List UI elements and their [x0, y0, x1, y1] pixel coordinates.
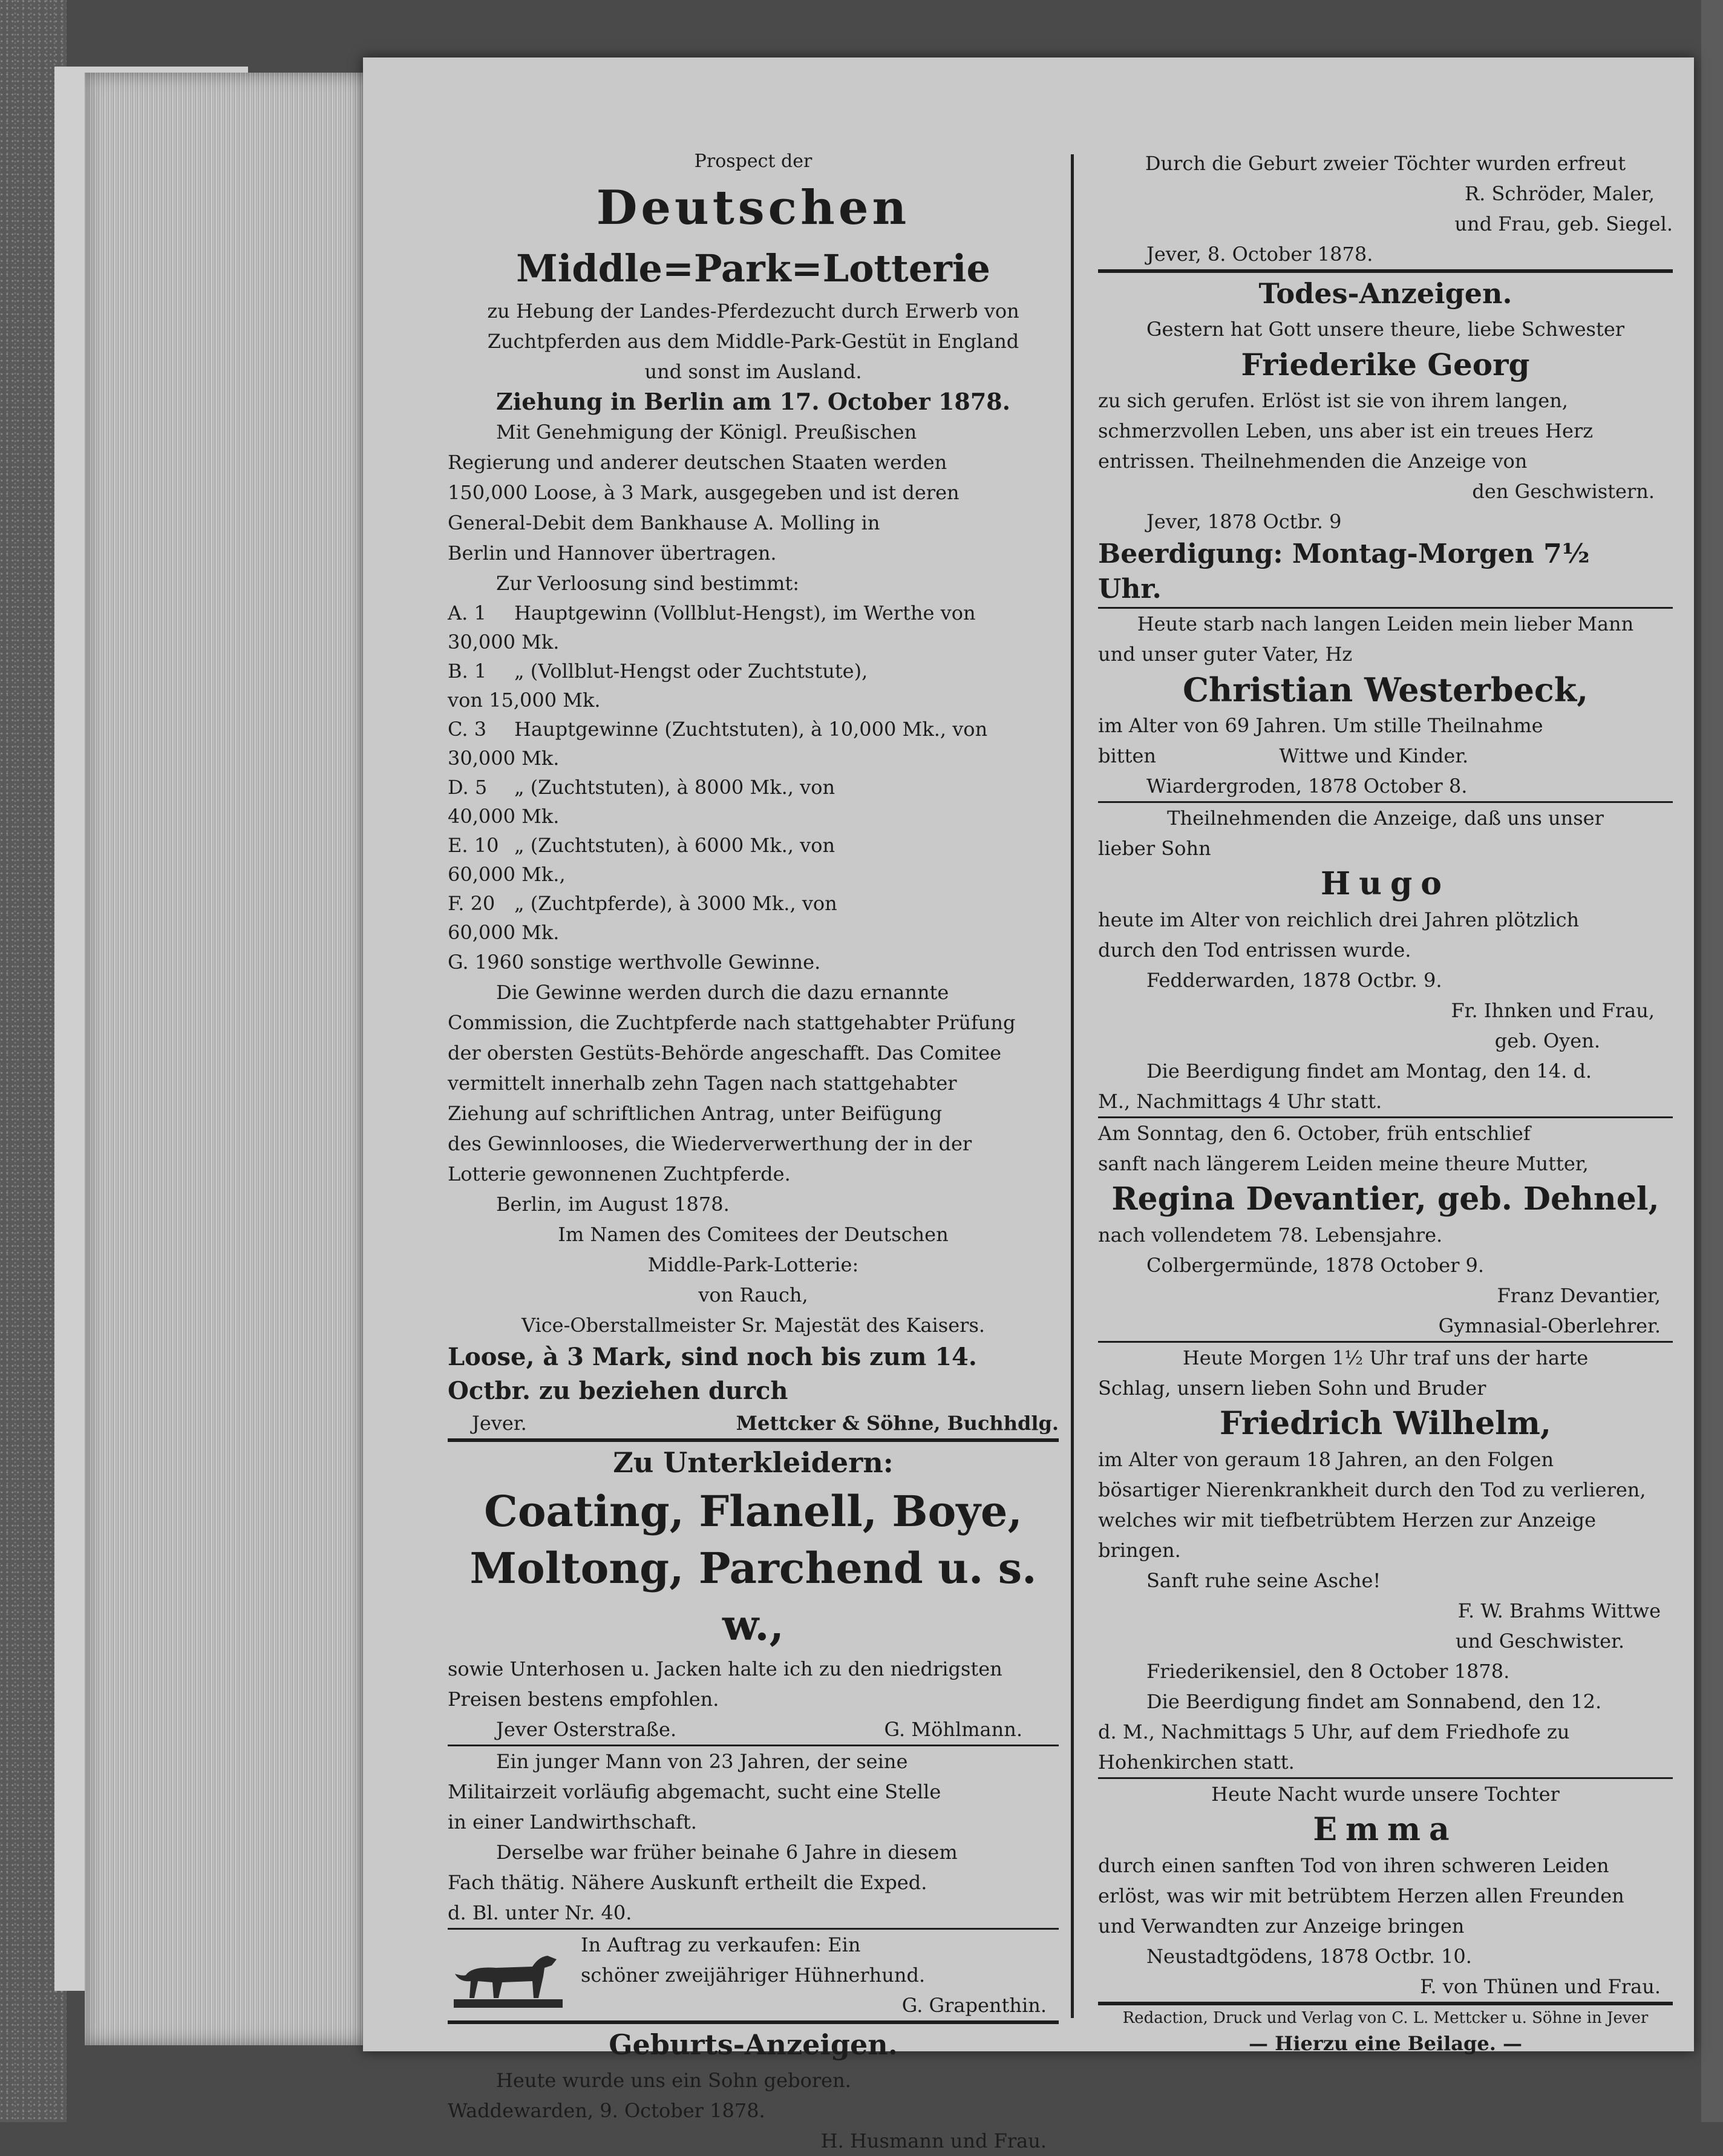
- prize-b-value: von 15,000 Mk.: [448, 689, 601, 712]
- prize-c: C. 3 Hauptgewinne (Zuchtstuten), à 10,000 Mk., von: [448, 718, 988, 741]
- body-7: Lotterie gewonnenen Zuchtpferde.: [448, 1162, 791, 1185]
- subtitle-1: zu Hebung der Landes-Pferdezucht durch Erwerb von: [487, 300, 1019, 323]
- ad2-5: Fach thätig. Nähere Auskunft ertheilt die Exped.: [448, 1871, 927, 1894]
- d4-place: Colbergermünde, 1878 October 9.: [1146, 1254, 1485, 1277]
- d4-name: Regina Devantier, geb. Dehnel,: [1111, 1181, 1659, 1217]
- ad1-place: Jever Osterstraße.: [496, 1718, 677, 1741]
- d3-body-1: heute im Alter von reichlich drei Jahren plötzlich: [1098, 908, 1580, 931]
- prize-a-value: 30,000 Mk.: [448, 631, 560, 654]
- d3-name: Hugo: [1321, 865, 1450, 902]
- d5-place: Friederikensiel, den 8 October 1878.: [1146, 1660, 1510, 1683]
- prize-e: E. 10 „ (Zuchtstuten), à 6000 Mk., von: [448, 834, 835, 857]
- d1-body-3: entrissen. Theilnehmenden die Anzeige von: [1098, 450, 1528, 473]
- supplement-note: — Hierzu eine Beilage. —: [1248, 2032, 1523, 2055]
- birth-name: H. Husmann und Frau.: [820, 2129, 1047, 2152]
- d3-body-2: durch den Tod entrissen wurde.: [1098, 939, 1411, 962]
- body-6: des Gewinnlooses, die Wiederverwerthung der in der: [448, 1132, 972, 1155]
- imprint: Redaction, Druck und Verlag von C. L. Mettcker u. Söhne in Jever: [1122, 2009, 1649, 2027]
- d3-intro-2: lieber Sohn: [1098, 837, 1211, 860]
- ad2-6: d. Bl. unter Nr. 40.: [448, 1901, 632, 1924]
- body-4: vermittelt innerhalb zehn Tagen nach stattgehabter: [448, 1072, 957, 1095]
- d2-name: Christian Westerbeck,: [1182, 670, 1589, 709]
- d6-body-2: erlöst, was wir mit betrübtem Herzen allen Freunden: [1098, 1884, 1624, 1907]
- prize-e-value: 60,000 Mk.,: [448, 863, 566, 886]
- top-1: Durch die Geburt zweier Töchter wurden erfreut: [1145, 152, 1626, 175]
- right-margin-strip: [1701, 0, 1723, 2122]
- d6-intro: Heute Nacht wurde unsere Tochter: [1211, 1783, 1560, 1806]
- ad2-3: in einer Landwirthschaft.: [448, 1810, 697, 1833]
- intro-4: General-Debit dem Bankhause A. Molling in: [448, 511, 880, 534]
- committee-2: Middle-Park-Lotterie:: [647, 1253, 859, 1276]
- prize-b: B. 1 „ (Vollblut-Hengst oder Zuchtstute),: [448, 660, 868, 683]
- lottery-title-2: Middle=Park=Lotterie: [516, 246, 990, 290]
- d2-body-1: im Alter von 69 Jahren. Um stille Theilnahme: [1098, 714, 1543, 737]
- birth-1: Heute wurde uns ein Sohn geboren.: [496, 2069, 851, 2092]
- left-column: [448, 148, 1059, 2156]
- prize-f-value: 60,000 Mk.: [448, 921, 560, 944]
- d5-body-1: im Alter von gerаum 18 Jahren, an den Folgen: [1098, 1448, 1554, 1471]
- body-5: Ziehung auf schriftlichen Antrag, unter Beifügung: [448, 1102, 943, 1125]
- loose-1: Loose, à 3 Mark, sind noch bis zum 14.: [448, 1343, 977, 1371]
- subtitle-2: Zuchtpferden aus dem Middle-Park-Gestüt in England: [487, 330, 1019, 353]
- intro-1: Mit Genehmigung der Königl. Preußischen: [496, 421, 917, 444]
- d6-name: Emma: [1313, 1811, 1458, 1848]
- draw-date: Ziehung in Berlin am 17. October 1878.: [496, 388, 1010, 415]
- birth-2: Waddewarden, 9. October 1878.: [448, 2099, 765, 2122]
- d5-burial-3: Hohenkirchen statt.: [1098, 1751, 1295, 1774]
- prize-f: F. 20 „ (Zuchtpferde), à 3000 Mk., von: [448, 892, 837, 915]
- place-date: Berlin, im August 1878.: [496, 1193, 730, 1216]
- d2-intro-2: und unser guter Vater, Hz: [1098, 643, 1353, 666]
- d1-burial-2: Uhr.: [1098, 574, 1162, 605]
- top-3: und Frau, geb. Siegel.: [1454, 212, 1673, 235]
- d1-body-1: zu sich gerufen. Erlöst ist sie von ihrem langen,: [1098, 389, 1568, 412]
- d4-intro-1: Am Sonntag, den 6. October, früh entschlief: [1098, 1122, 1531, 1145]
- seller-line: [448, 1408, 1059, 1438]
- d5-burial-2: d. M., Nachmittags 5 Uhr, auf dem Friedhofe zu: [1098, 1720, 1570, 1743]
- top-4: Jever, 8. October 1878.: [1146, 243, 1373, 266]
- body-2: Commission, die Zuchtpferde nach stattgehabter Prüfung: [448, 1011, 1016, 1034]
- prize-d: D. 5 „ (Zuchtstuten), à 8000 Mk., von: [448, 776, 835, 799]
- prize-d-value: 40,000 Mk.: [448, 805, 560, 828]
- d1-burial-1: Beerdigung: Montag-Morgen 7½: [1098, 539, 1590, 569]
- d1-place: Jever, 1878 Octbr. 9: [1146, 510, 1342, 533]
- committee-3: von Rauch,: [698, 1283, 808, 1306]
- ad3-name: G. Grapenthin.: [901, 1994, 1047, 2017]
- d1-body-2: schmerzvollen Leben, uns aber ist ein treues Herz: [1098, 419, 1594, 442]
- intro-5: Berlin und Hannover übertragen.: [448, 542, 777, 565]
- death-heading: Todes-Anzeigen.: [1258, 277, 1512, 310]
- d4-sign-1: Franz Devantier,: [1497, 1284, 1661, 1307]
- d5-body-2: bösartiger Nierenkrankheit durch den Tod zu verlieren,: [1098, 1478, 1646, 1501]
- d2-intro-1: Heute starb nach langen Leiden mein lieber Mann: [1137, 612, 1634, 635]
- ad1-heading: Zu Unterkleidern:: [613, 1446, 894, 1479]
- ad1-sign: [448, 1714, 1059, 1745]
- d1-body-4: den Geschwistern.: [1472, 480, 1655, 503]
- d1-intro: Gestern hat Gott unsere theure, liebe Schwester: [1146, 318, 1625, 341]
- d2-body-2: bitten Wittwe und Kinder.: [1098, 744, 1469, 767]
- prospect-label: Prospect der: [694, 151, 812, 172]
- d6-sign: F. von Thünen und Frau.: [1420, 1975, 1661, 1998]
- committee-4: Vice-Oberstallmeister Sr. Majestät des Kaisers.: [521, 1314, 986, 1337]
- d5-burial-1: Die Beerdigung findet am Sonnabend, den 12.: [1146, 1690, 1602, 1713]
- d3-burial-2: M., Nachmittags 4 Uhr statt.: [1098, 1090, 1382, 1113]
- birth-heading: Geburts-Anzeigen.: [609, 2028, 898, 2061]
- body-3: der obersten Gestüts-Behörde angeschafft. Das Comitee: [448, 1041, 1002, 1064]
- lottery-title-1: Deutschen: [596, 180, 911, 235]
- ad1-body-1: sowie Unterhosen u. Jacken halte ich zu den niedrigsten: [448, 1657, 1002, 1680]
- d4-body: nach vollendetem 78. Lebensjahre.: [1098, 1224, 1443, 1247]
- body-1: Die Gewinne werden durch die dazu ernannte: [496, 981, 949, 1004]
- prize-g: G. 1960 sonstige werthvolle Gewinne.: [448, 951, 821, 974]
- seller-place: Jever.: [472, 1412, 527, 1435]
- d5-body-5: Sanft ruhe seine Asche!: [1146, 1569, 1381, 1592]
- subtitle-3: und sonst im Ausland.: [644, 360, 862, 383]
- ad3-1: In Auftrag zu verkaufen: Ein: [581, 1933, 861, 1956]
- committee-1: Im Namen des Comitees der Deutschen: [558, 1223, 949, 1246]
- d2-place: Wiardergroden, 1878 October 8.: [1146, 775, 1468, 798]
- column-divider: [1071, 154, 1074, 2018]
- newspaper-page: [363, 57, 1694, 2152]
- ad2-2: Militairzeit vorläufig abgemacht, sucht eine Stelle: [448, 1780, 941, 1803]
- intro-2: Regierung und anderer deutschen Staaten werden: [448, 451, 947, 474]
- d3-sign-2: geb. Oyen.: [1494, 1029, 1600, 1052]
- d3-intro-1: Theilnehmenden die Anzeige, daß uns unser: [1167, 807, 1604, 830]
- d5-body-4: bringen.: [1098, 1539, 1181, 1562]
- ad1-name: G. Möhlmann.: [884, 1718, 1022, 1741]
- d5-intro-2: Schlag, unsern lieben Sohn und Bruder: [1098, 1377, 1486, 1400]
- d1-name: Friederike Georg: [1241, 347, 1530, 382]
- prize-list: [448, 598, 1059, 947]
- d5-sign-1: F. W. Brahms Wittwe: [1457, 1599, 1661, 1622]
- ad1-line-2: Moltong, Parchend u. s. w.,: [469, 1543, 1037, 1650]
- right-column: [1098, 148, 1673, 2056]
- intro-3: 150,000 Loose, à 3 Mark, ausgegeben und ist deren: [448, 481, 960, 504]
- d3-sign-1: Fr. Ihnken und Frau,: [1451, 999, 1655, 1022]
- ad2-4: Derselbe war früher beinahe 6 Jahre in diesem: [496, 1841, 958, 1864]
- ad2-1: Ein junger Mann von 23 Jahren, der seine: [496, 1750, 908, 1773]
- prize-a: A. 1 Hauptgewinn (Vollblut-Hengst), im Werthe von: [448, 601, 976, 624]
- ad1-body-2: Preisen bestens empfohlen.: [448, 1688, 719, 1711]
- ad3-text: [581, 1930, 1059, 2020]
- d5-intro-1: Heute Morgen 1½ Uhr traf uns der harte: [1182, 1346, 1589, 1369]
- seller-name: Mettcker & Söhne, Buchhdlg.: [736, 1412, 1059, 1435]
- prize-c-value: 30,000 Mk.: [448, 747, 560, 770]
- ad3-block: [448, 1930, 1059, 2020]
- d3-burial-1: Die Beerdigung findet am Montag, den 14. d.: [1146, 1060, 1592, 1083]
- d3-place: Fedderwarden, 1878 Octbr. 9.: [1146, 969, 1442, 992]
- d5-sign-2: und Geschwister.: [1455, 1630, 1624, 1653]
- d4-sign-2: Gymnasial-Oberlehrer.: [1438, 1314, 1661, 1337]
- d5-name: Friedrich Wilhelm,: [1219, 1405, 1552, 1442]
- d5-body-3: welches wir mit tiefbetrübtem Herzen zur Anzeige: [1098, 1509, 1597, 1532]
- top-2: R. Schröder, Maler,: [1465, 182, 1655, 205]
- ad3-2: schöner zweijähriger Hühnerhund.: [581, 1964, 926, 1987]
- d6-body-3: und Verwandten zur Anzeige bringen: [1098, 1915, 1465, 1938]
- page-edges: [85, 73, 387, 2045]
- d6-body-1: durch einen sanften Tod von ihren schweren Leiden: [1098, 1854, 1609, 1877]
- d4-intro-2: sanft nach längerem Leiden meine theure Mutter,: [1098, 1152, 1589, 1175]
- d6-place: Neustadtgödens, 1878 Octbr. 10.: [1146, 1945, 1472, 1968]
- allocation-label: Zur Verloosung sind bestimmt:: [496, 572, 799, 595]
- loose-2: Octbr. zu beziehen durch: [448, 1377, 788, 1405]
- dog-icon: [448, 1939, 569, 2011]
- ad1-line-1: Coating, Flanell, Boye,: [484, 1486, 1022, 1536]
